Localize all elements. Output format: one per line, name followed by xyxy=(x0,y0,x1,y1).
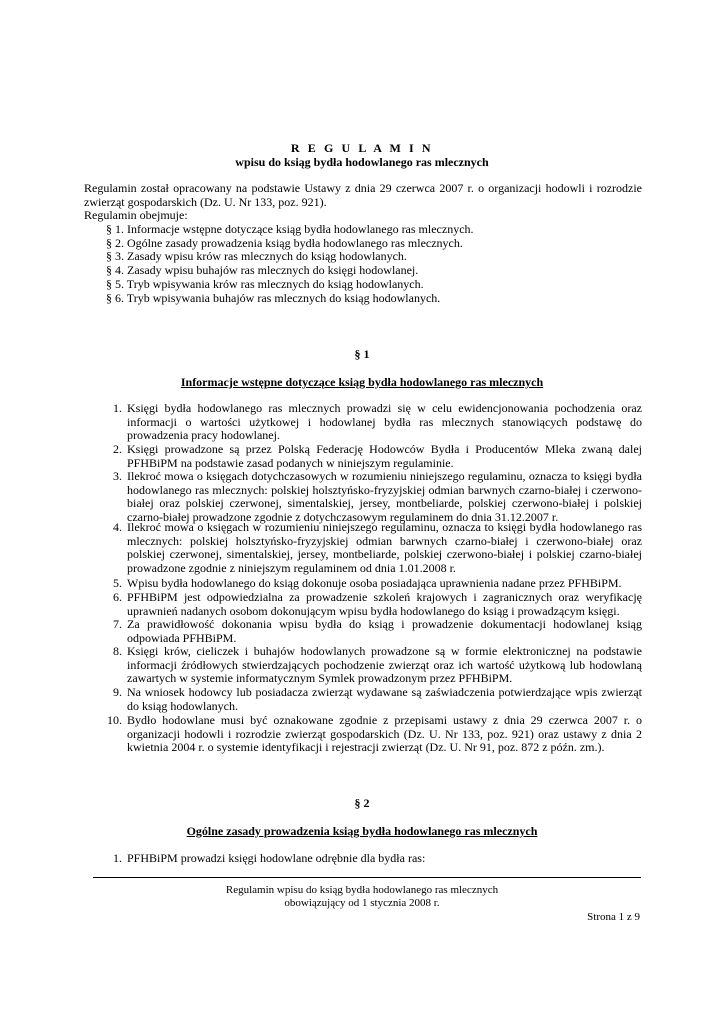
item-number: 6. xyxy=(113,590,122,604)
toc-item: § 1. Informacje wstępne dotyczące ksiąg bydła hodowlanego ras mlecznych. xyxy=(106,222,474,236)
item-number: 1. xyxy=(113,401,122,415)
footer-line-1: Regulamin wpisu do ksiąg bydła hodowlanego ras mlecznych xyxy=(225,884,499,896)
table-of-contents xyxy=(106,223,474,305)
footer-divider xyxy=(93,877,641,878)
toc-item: § 2. Ogólne zasady prowadzenia ksiąg bydła hodowlanego ras mlecznych. xyxy=(106,235,463,250)
item-number: 7. xyxy=(113,617,122,631)
section-1-number: § 1 xyxy=(354,347,370,361)
contents-label: Regulamin obejmuje: xyxy=(84,208,188,223)
item-number: 4. xyxy=(113,520,122,534)
item-text: Ilekroć mowa o księgach dotychczasowych w rozumieniu niniejszego regulaminu, oznacza to księgi bydła hodowlanego ras mlecznych: polskiej holsztyńsko-fryzyjskiej odmian barwnych czarno-białej i czerwono-białej oraz polskiej czerwonej, simentalskiej, jersey, montbeliarde, polskiej czerwono-białej i polskiej czarno-białej prowadzone zgodnie z dotychczasowym regulaminem do dnia 31.12.2007 r. xyxy=(127,469,642,524)
section-1-title: Informacje wstępne dotyczące ksiąg bydła hodowlanego ras mlecznych xyxy=(180,375,544,389)
item-number: 2. xyxy=(113,442,122,456)
intro-block xyxy=(84,182,642,223)
document-subtitle: wpisu do ksiąg bydła hodowlanego ras mlecznych xyxy=(235,155,489,169)
item-number: 8. xyxy=(113,644,122,658)
item-text: Księgi krów, cieliczek i buhajów hodowlanych prowadzone są w formie elektronicznej na podstawie informacji źródłowych stwierdzających pochodzenie zwierząt oraz ich wartość użytkową lub hodowlaną zawartych w systemie informatycznym Symlek prowadzonym przez PFHBiPM. xyxy=(127,644,642,686)
item-text: Księgi bydła hodowlanego ras mlecznych prowadzi się w celu ewidencjonowania pochodzenia oraz informacji o wartości użytkowej i hodowlanej bydła ras mlecznych stanowiących podstawę do prowadzenia pracy hodowlanej. xyxy=(127,401,642,443)
toc-item: § 3. Zasady wpisu krów ras mlecznych do ksiąg hodowlanych. xyxy=(106,249,407,264)
item-text: PFHBiPM jest odpowiedzialna za prowadzenie szkoleń krajowych i zagranicznych oraz weryfikację uprawnień nadanych osobom dokonującym wpisu bydła hodowlanego do ksiąg i prowadzącym księgi. xyxy=(127,590,642,618)
item-number: 10. xyxy=(107,713,122,727)
section-2-number: § 2 xyxy=(354,796,370,810)
item-text: PFHBiPM prowadzi księgi hodowlane odrębnie dla bydła ras: xyxy=(127,851,426,865)
footer-line-2: obowiązujący od 1 stycznia 2008 r. xyxy=(284,897,440,909)
item-number: 9. xyxy=(113,685,122,699)
item-text: Za prawidłowość dokonania wpisu bydła do ksiąg i prowadzenie dokumentacji hodowlanej ksiąg odpowiada PFHBiPM. xyxy=(127,617,642,645)
section-2-title: Ogólne zasady prowadzenia ksiąg bydła hodowlanego ras mlecznych xyxy=(186,824,538,838)
toc-item: § 5. Tryb wpisywania krów ras mlecznych do ksiąg hodowlanych. xyxy=(106,276,424,291)
item-number: 5. xyxy=(113,576,122,590)
item-number: 3. xyxy=(113,469,122,483)
document-title: R E G U L A M I N xyxy=(290,141,434,155)
item-text: Wpisu bydła hodowlanego do ksiąg dokonuje osoba posiadająca uprawnienia nadane przez PFHBiPM. xyxy=(127,576,622,590)
toc-item: § 6. Tryb wpisywania buhajów ras mlecznych do ksiąg hodowlanych. xyxy=(106,290,441,305)
item-text: Ilekroć mowa o księgach w rozumieniu niniejszego regulaminu, oznacza to księgi bydła hodowlanego ras mlecznych: polskiej holsztyńsko-fryzyjskiej odmian barwnych czarno-białej i czerwono-białej oraz polskiej czerwonej, simentalskiej, jersey, montbeliarde, polskiej czerwono-białej i polskiej czarno-białej prowadzone zgodnie z niniejszym regulaminem od dnia 1.01.2008 r. xyxy=(127,520,642,575)
page-footer xyxy=(0,884,724,910)
item-text: Bydło hodowlane musi być oznakowane zgodnie z przepisami ustawy z dnia 29 czerwca 2007 r. o organizacji hodowli i rozrodzie zwierząt gospodarskich (Dz. U. Nr 133, poz. 921) oraz ustawy z dnia 2 kwietnia 2004 r. o systemie identyfikacji i rejestracji zwierząt (Dz. U. Nr 91, poz. 872 z późn. zm.). xyxy=(127,713,642,755)
page-number: Strona 1 z 9 xyxy=(587,911,640,923)
item-text: Na wniosek hodowcy lub posiadacza zwierząt wydawane są zaświadczenia potwierdzające wpis zwierząt do ksiąg hodowlanych. xyxy=(127,685,642,713)
item-number: 1. xyxy=(113,851,122,865)
toc-item: § 4. Zasady wpisu buhajów ras mlecznych do księgi hodowlanej. xyxy=(106,263,419,278)
intro-paragraph: Regulamin został opracowany na podstawie Ustawy z dnia 29 czerwca 2007 r. o organizacji hodowli i rozrodzie zwierząt gospodarskich (Dz. U. Nr 133, poz. 921). xyxy=(84,181,642,209)
item-text: Księgi prowadzone są przez Polską Federację Hodowców Bydła i Producentów Mleka zwaną dalej PFHBiPM na podstawie zasad podanych w niniejszym regulaminie. xyxy=(127,442,642,470)
